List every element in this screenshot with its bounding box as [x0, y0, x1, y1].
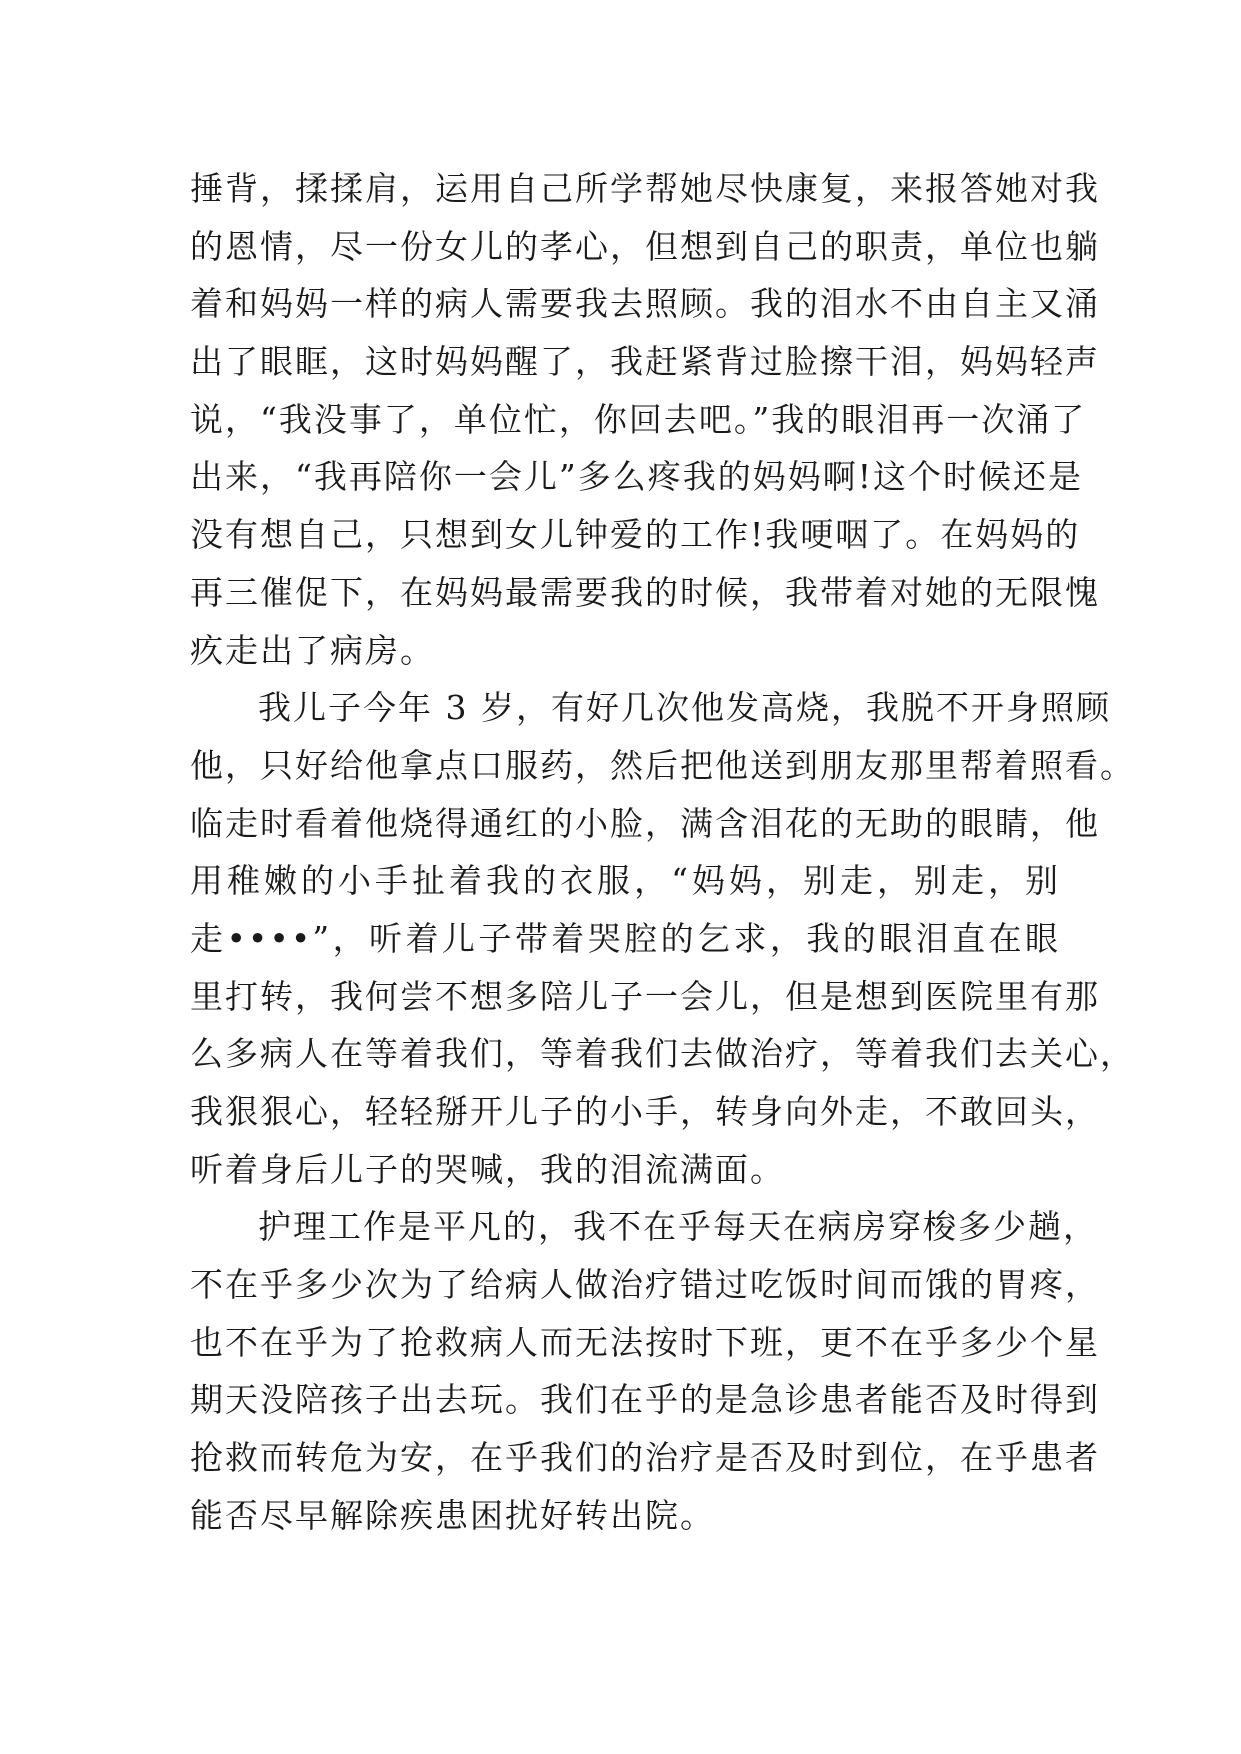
paragraph-2-line-3: 临走时看着他烧得通红的小脸，满含泪花的无助的眼睛，他 [190, 803, 1100, 843]
paragraph-2-line-7: 么多病人在等着我们，等着我们去做治疗，等着我们去关心， [190, 1034, 1135, 1074]
paragraph-1-line-7: 没有想自己，只想到女儿钟爱的工作!我哽咽了。在妈妈的 [190, 515, 1081, 555]
paragraph-1-line-6: 出来，“我再陪你一会儿”多么疼我的妈妈啊!这个时候还是 [190, 457, 1084, 497]
paragraph-3-line-6: 能否尽早解除疾患困扰好转出院。 [190, 1495, 715, 1535]
paragraph-1-line-8: 再三催促下，在妈妈最需要我的时候，我带着对她的无限愧 [190, 572, 1100, 612]
paragraph-3-line-1: 护理工作是平凡的，我不在乎每天在病房穿梭多少趟， [258, 1207, 1098, 1247]
paragraph-3-line-2: 不在乎多少次为了给病人做治疗错过吃饭时间而饿的胃疼， [190, 1265, 1100, 1305]
paragraph-2-line-2: 他，只好给他拿点口服药，然后把他送到朋友那里帮着照看。 [190, 745, 1135, 785]
paragraph-2-line-9: 听着身后儿子的哭喊，我的泪流满面。 [190, 1149, 785, 1189]
paragraph-2-line-8: 我狠狠心，轻轻掰开儿子的小手，转身向外走，不敢回头， [190, 1092, 1100, 1131]
paragraph-1-line-3: 着和妈妈一样的病人需要我去照顾。我的泪水不由自主又涌 [190, 284, 1100, 324]
paragraph-3-line-5: 抢救而转危为安，在乎我们的治疗是否及时到位，在乎患者 [190, 1438, 1100, 1478]
paragraph-1-line-1: 捶背，揉揉肩，运用自己所学帮她尽快康复，来报答她对我 [190, 169, 1100, 208]
paragraph-1-line-2: 的恩情，尽一份女儿的孝心，但想到自己的职责，单位也躺 [190, 226, 1100, 266]
paragraph-1-line-5: 说，“我没事了，单位忙，你回去吧。”我的眼泪再一次涌了 [190, 399, 1087, 439]
body-text [190, 160, 1135, 1545]
paragraph-3-line-4: 期天没陪孩子出去玩。我们在乎的是急诊患者能否及时得到 [190, 1380, 1100, 1420]
paragraph-3-line-3: 也不在乎为了抢救病人而无法按时下班，更不在乎多少个星 [190, 1322, 1100, 1362]
paragraph-2-line-1: 我儿子今年 3 岁，有好几次他发高烧，我脱不开身照顾 [258, 688, 1111, 728]
paragraph-2-line-6: 里打转，我何尝不想多陪儿子一会儿，但是想到医院里有那 [190, 976, 1100, 1016]
paragraph-2-line-5: 走••••”，听着儿子带着哭腔的乞求，我的眼泪直在眼 [190, 918, 1060, 958]
paragraph-1-line-4: 出了眼眶，这时妈妈醒了，我赶紧背过脸擦干泪，妈妈轻声 [190, 342, 1100, 382]
paragraph-2-line-4: 用稚嫩的小手扯着我的衣服，“妈妈，别走，别走，别 [190, 861, 1060, 901]
paragraph-1-line-9: 疚走出了病房。 [190, 630, 435, 670]
